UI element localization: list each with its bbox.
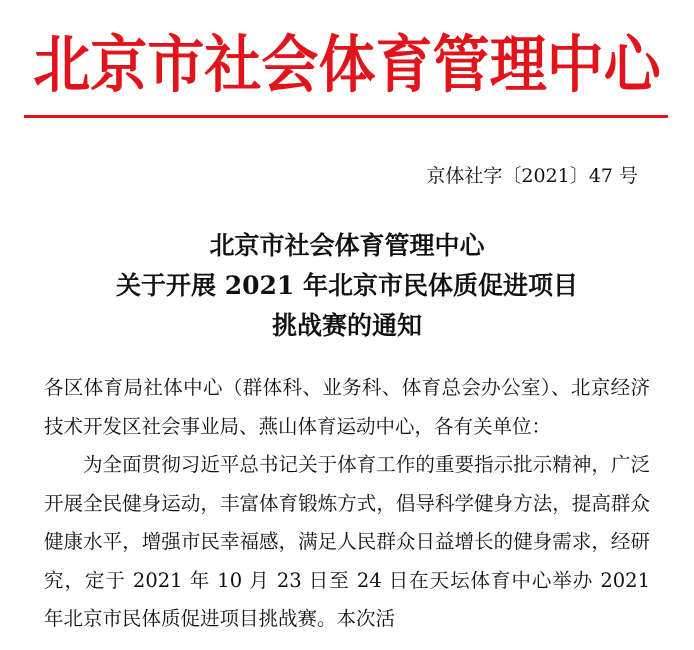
document-body [44,369,650,639]
title-line-1: 北京市社会体育管理中心 [209,231,485,260]
document-title [0,226,694,346]
red-divider-line [24,115,668,118]
organization-masthead: 北京市社会体育管理中心 [33,28,661,101]
salutation: 各区体育局社体中心（群体科、业务科、体育总会办公室）、北京经济技术开发区社会事业局、燕山体育运动中心，各有关单位： [44,376,650,438]
body-paragraph: 为全面贯彻习近平总书记关于体育工作的重要指示批示精神，广泛开展全民健身运动，丰富体育锻炼方式，倡导科学健身方法，提高群众健康水平，增强市民幸福感，满足人民群众日益增长的健身需求，经研究，定于 2021 年 10 月 23 日至 24 日在天坛体育中心举办 2021 年北京市民体质促进项目挑战赛。本次活 [44,453,650,630]
title-line-3: 挑战赛的通知 [271,311,422,340]
document-number: 京体社字〔2021〕47 号 [426,165,638,187]
title-line-2: 关于开展 2021 年北京市民体质促进项目 [116,271,578,300]
